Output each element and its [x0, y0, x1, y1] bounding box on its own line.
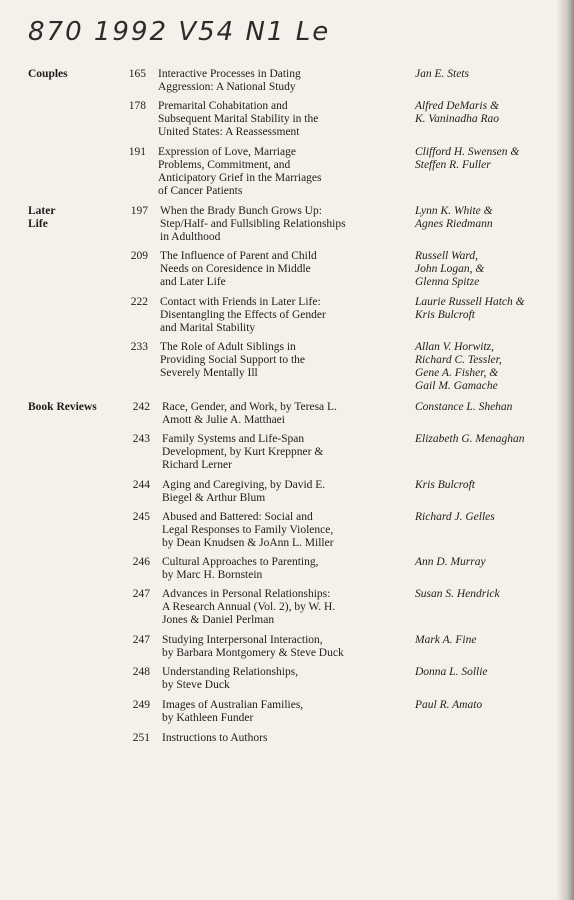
article-author: Mark A. Fine — [415, 634, 477, 646]
article-author: Lynn K. White & Agnes Riedmann — [415, 205, 493, 230]
article-title: Family Systems and Life-Span Development, by Kurt Kreppner & Richard Lerner — [162, 433, 324, 471]
article-author: Allan V. Horwitz, Richard C. Tessler, Gene A. Fisher, & Gail M. Gamache — [415, 341, 502, 392]
page-number: 197 — [130, 205, 148, 217]
article-title: Expression of Love, Marriage Problems, Commitment, and Anticipatory Grief in the Marriages of Cancer Patients — [158, 146, 322, 197]
article-title: Images of Australian Families, by Kathleen Funder — [162, 699, 304, 724]
section-later-life: Later Life — [28, 205, 56, 230]
page-number: 243 — [132, 433, 150, 445]
page-number: 244 — [132, 479, 150, 491]
section-couples: Couples — [28, 68, 68, 80]
page-number: 246 — [132, 556, 150, 568]
article-title: The Role of Adult Siblings in Providing Social Support to the Severely Mentally Ill — [160, 341, 306, 379]
handwritten-note — [28, 10, 488, 50]
page-number: 191 — [128, 146, 146, 158]
article-author: Clifford H. Swensen & Steffen R. Fuller — [415, 146, 520, 171]
article-title: Premarital Cohabitation and Subsequent Marital Stability in the United States: A Reassessment — [158, 100, 319, 138]
page-number: 165 — [128, 68, 146, 80]
article-title: Interactive Processes in Dating Aggression: A National Study — [158, 68, 301, 93]
article-title: Understanding Relationships, by Steve Duck — [162, 666, 299, 691]
page-number: 247 — [132, 634, 150, 646]
page-number: 242 — [132, 401, 150, 413]
page-number: 245 — [132, 511, 150, 523]
article-author: Susan S. Hendrick — [415, 588, 500, 600]
page-number: 233 — [130, 341, 148, 353]
page-number: 222 — [130, 296, 148, 308]
page-number: 248 — [132, 666, 150, 678]
article-title: Contact with Friends in Later Life: Disentangling the Effects of Gender and Marital Stability — [160, 296, 326, 334]
article-title: Cultural Approaches to Parenting, by Marc H. Bornstein — [162, 556, 319, 581]
article-author: Donna L. Sollie — [415, 666, 488, 678]
article-title: When the Brady Bunch Grows Up: Step/Half- and Fullsibling Relationships in Adulthood — [160, 205, 346, 243]
handwritten-note-text: 870 1992 V54 N1 Le — [28, 17, 331, 47]
page-edge-shadow — [556, 0, 574, 900]
page-number: 209 — [130, 250, 148, 262]
article-author: Constance L. Shehan — [415, 401, 513, 413]
article-title: Aging and Caregiving, by David E. Biegel & Arthur Blum — [162, 479, 326, 504]
article-title: The Influence of Parent and Child Needs on Coresidence in Middle and Later Life — [160, 250, 317, 288]
page-number: 249 — [132, 699, 150, 711]
article-title: Race, Gender, and Work, by Teresa L. Amott & Julie A. Matthaei — [162, 401, 337, 426]
article-title: Instructions to Authors — [162, 732, 268, 744]
article-title: Abused and Battered: Social and Legal Responses to Family Violence, by Dean Knudsen & JoAnn L. Miller — [162, 511, 334, 549]
article-author: Kris Bulcroft — [415, 479, 475, 491]
article-author: Jan E. Stets — [415, 68, 469, 80]
article-title: Advances in Personal Relationships: A Research Annual (Vol. 2), by W. H. Jones & Daniel Perlman — [162, 588, 336, 626]
page-number: 178 — [128, 100, 146, 112]
section-book-reviews: Book Reviews — [28, 401, 97, 413]
article-author: Elizabeth G. Menaghan — [415, 433, 525, 445]
article-author: Russell Ward, John Logan, & Glenna Spitze — [415, 250, 485, 288]
article-author: Laurie Russell Hatch & Kris Bulcroft — [415, 296, 525, 321]
page-number: 251 — [132, 732, 150, 744]
article-author: Paul R. Amato — [415, 699, 483, 711]
article-author: Ann D. Murray — [415, 556, 486, 568]
article-title: Studying Interpersonal Interaction, by Barbara Montgomery & Steve Duck — [162, 634, 344, 659]
article-author: Alfred DeMaris & K. Vaninadha Rao — [415, 100, 500, 125]
article-author: Richard J. Gelles — [415, 511, 495, 523]
page-number: 247 — [132, 588, 150, 600]
